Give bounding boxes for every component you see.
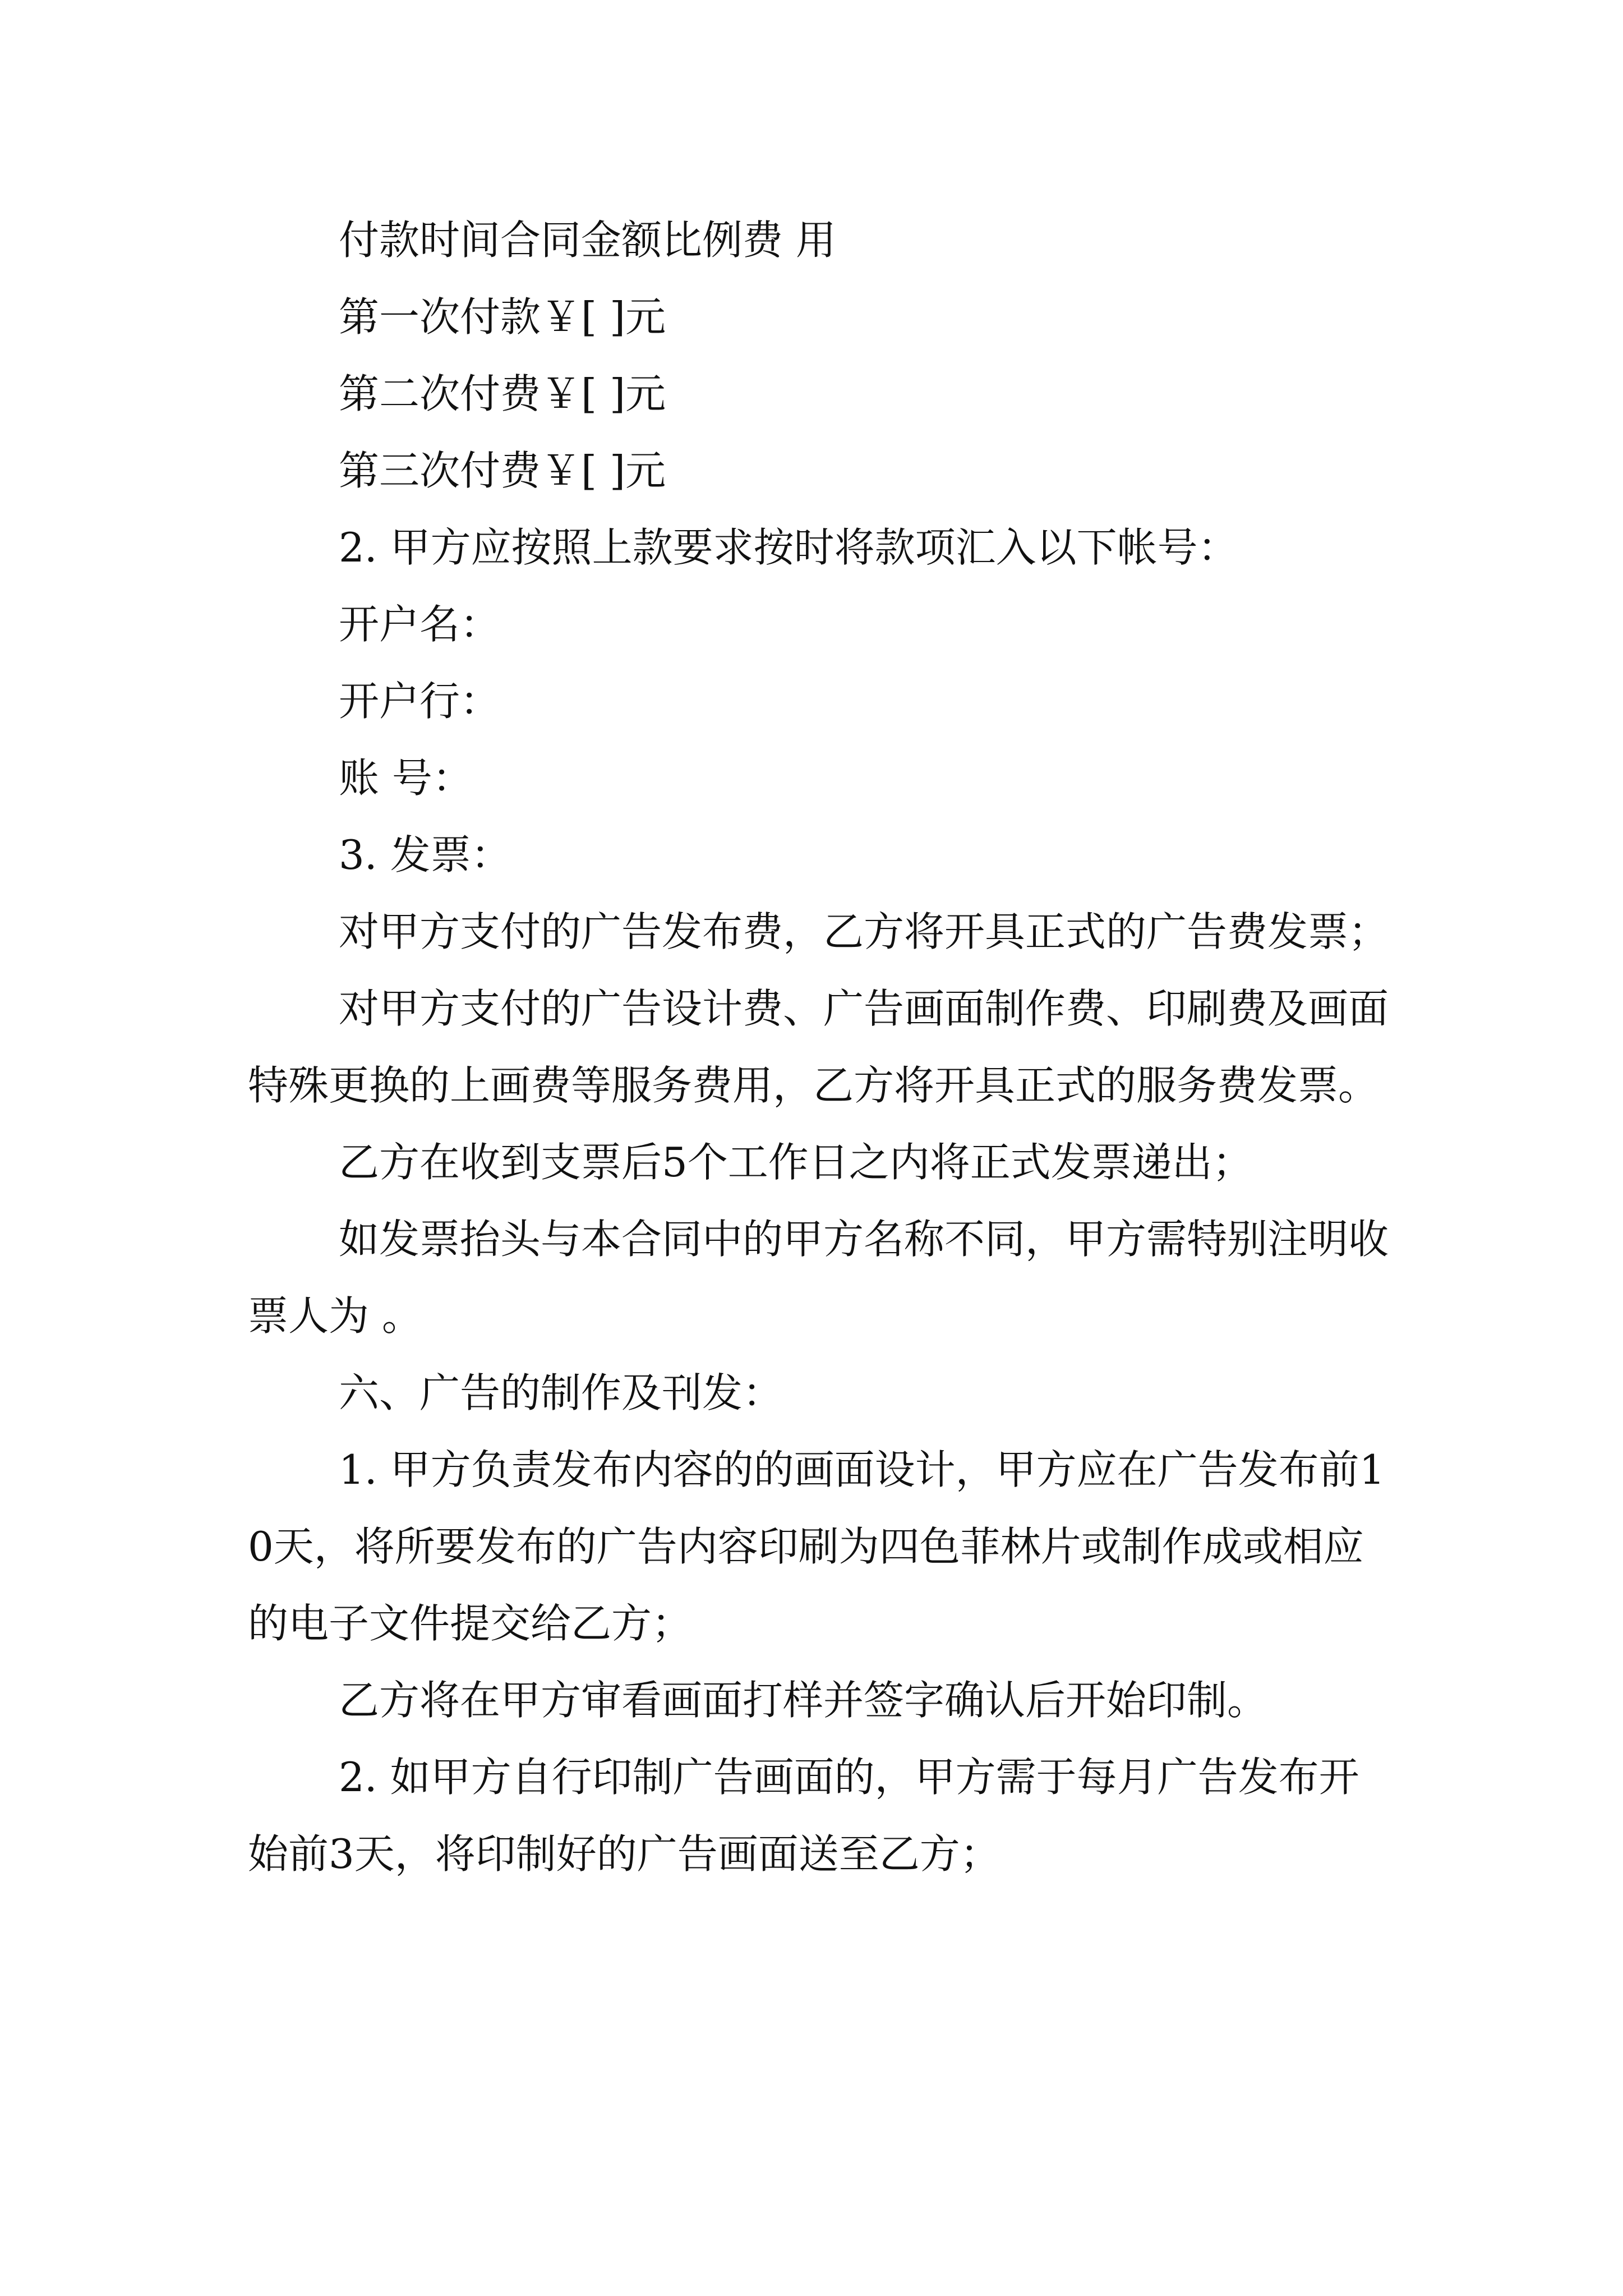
document-body	[248, 202, 1392, 1893]
clause-3-invoice-heading: 3. 发票：	[339, 831, 511, 878]
account-bank-line: 开户行：	[339, 678, 501, 725]
section-6-heading: 六、广告的制作及刊发：	[339, 1369, 783, 1416]
payment-table-header: 付款时间合同金额比例费 用	[339, 217, 836, 264]
invoice-title-paragraph: 如发票抬头与本合同中的甲方名称不同，甲方需特别注明收票人为 。	[248, 1216, 1389, 1340]
invoice-paragraph-service-fee: 对甲方支付的广告设计费、广告画面制作费、印刷费及画面特殊更换的上画费等服务费用，乙方将开具正式的服务费发票。	[248, 985, 1389, 1109]
section-6-clause-2: 2. 如甲方自行印制广告画面的，甲方需于每月广告发布开始前3天，将印制好的广告画面送至乙方；	[248, 1754, 1359, 1878]
account-number-line: 账 号：	[339, 754, 473, 802]
account-name-line: 开户名：	[339, 601, 501, 648]
clause-2-account-instruction: 2. 甲方应按照上款要求按时将款项汇入以下帐号：	[339, 524, 1238, 571]
first-payment-line: 第一次付款￥[ ]元	[339, 293, 666, 341]
section-6-clause-1: 1. 甲方负责发布内容的的画面设计，甲方应在广告发布前10天，将所要发布的广告内容印刷为四色菲林片或制作成或相应的电子文件提交给乙方；	[248, 1446, 1385, 1647]
invoice-paragraph-publishing-fee: 对甲方支付的广告发布费，乙方将开具正式的广告费发票；	[339, 908, 1389, 955]
third-payment-line: 第三次付费￥[ ]元	[339, 447, 666, 494]
printing-confirmation-paragraph: 乙方将在甲方审看画面打样并签字确认后开始印制。	[339, 1677, 1268, 1724]
second-payment-line: 第二次付费￥[ ]元	[339, 370, 666, 417]
invoice-delivery-paragraph: 乙方在收到支票后5个工作日之内将正式发票递出；	[339, 1139, 1253, 1186]
